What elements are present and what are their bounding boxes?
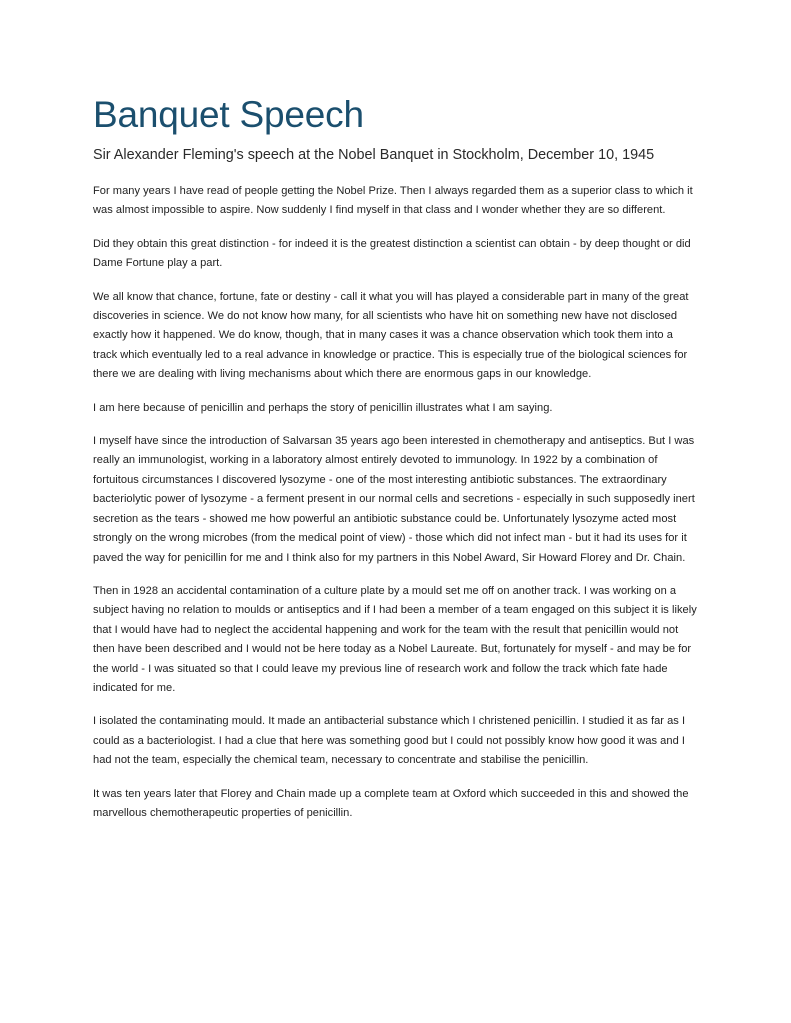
paragraph: I am here because of penicillin and perhaps the story of penicillin illustrates what I am saying. — [93, 401, 553, 414]
paragraph: For many years I have read of people getting the Nobel Prize. Then I always regarded them as a superior class to which it was almost impossible to aspire. Now suddenly I find myself in that class and I wonder whether they are so different. — [93, 185, 693, 217]
paragraph: Then in 1928 an accidental contamination of a culture plate by a mould set me off on another track. I was working on a subject having no relation to moulds or antiseptics and if I had been a member of a team engaged on this subject it is likely that I would have had to neglect the accidental happening and work for the team with the result that penicillin would not then have been described and I would not be here today as a Nobel Laureate. But, fortunately for myself - and may be for the world - I was situated so that I could leave my previous line of research work and follow the track which fate hade indicated for me. — [93, 584, 697, 694]
page-title: Banquet Speech — [93, 94, 364, 135]
paragraph: We all know that chance, fortune, fate or destiny - call it what you will has played a considerable part in many of the great discoveries in science. We do not know how many, for all scientists who have hit on something new have not disclosed exactly how it happened. We do know, though, that in many cases it was a chance observation which took them into a track which eventually led to a real advance in knowledge or practice. This is especially true of the biological sciences for there we are dealing with living mechanisms about which there are enormous gaps in our knowledge. — [93, 290, 689, 381]
speech-body — [93, 182, 699, 823]
paragraph: I isolated the contaminating mould. It made an antibacterial substance which I christened penicillin. I studied it as far as I could as a bacteriologist. I had a clue that here was something good but I could not possibly know how good it was and I had not the team, especially the chemical team, necessary to concentrate and stabilise the penicillin. — [93, 715, 686, 767]
paragraph: I myself have since the introduction of Salvarsan 35 years ago been interested in chemotherapy and antiseptics. But I was really an immunologist, working in a laboratory almost entirely devoted to immunology. In 1922 by a combination of fortuitous circumstances I discovered lysozyme - one of the most interesting antibiotic substances. The extraordinary bacteriolytic power of lysozyme - a ferment present in our normal cells and secretions - especially in such supposedly inert secretion as the tears - showed me how powerful an antibiotic substance could be. Unfortunately lysozyme acted most strongly on the wrong microbes (from the medical point of view) - those which did not infect man - but it had its uses for it paved the way for penicillin for me and I think also for my partners in this Nobel Award, Sir Howard Florey and Dr. Chain. — [93, 435, 695, 564]
paragraph: It was ten years later that Florey and Chain made up a complete team at Oxford which succeeded in this and showed the marvellous chemotherapeutic properties of penicillin. — [93, 787, 689, 819]
paragraph: Did they obtain this great distinction - for indeed it is the greatest distinction a scientist can obtain - by deep thought or did Dame Fortune play a part. — [93, 237, 691, 270]
page-subtitle: Sir Alexander Fleming's speech at the Nobel Banquet in Stockholm, December 10, 1945 — [93, 147, 655, 163]
